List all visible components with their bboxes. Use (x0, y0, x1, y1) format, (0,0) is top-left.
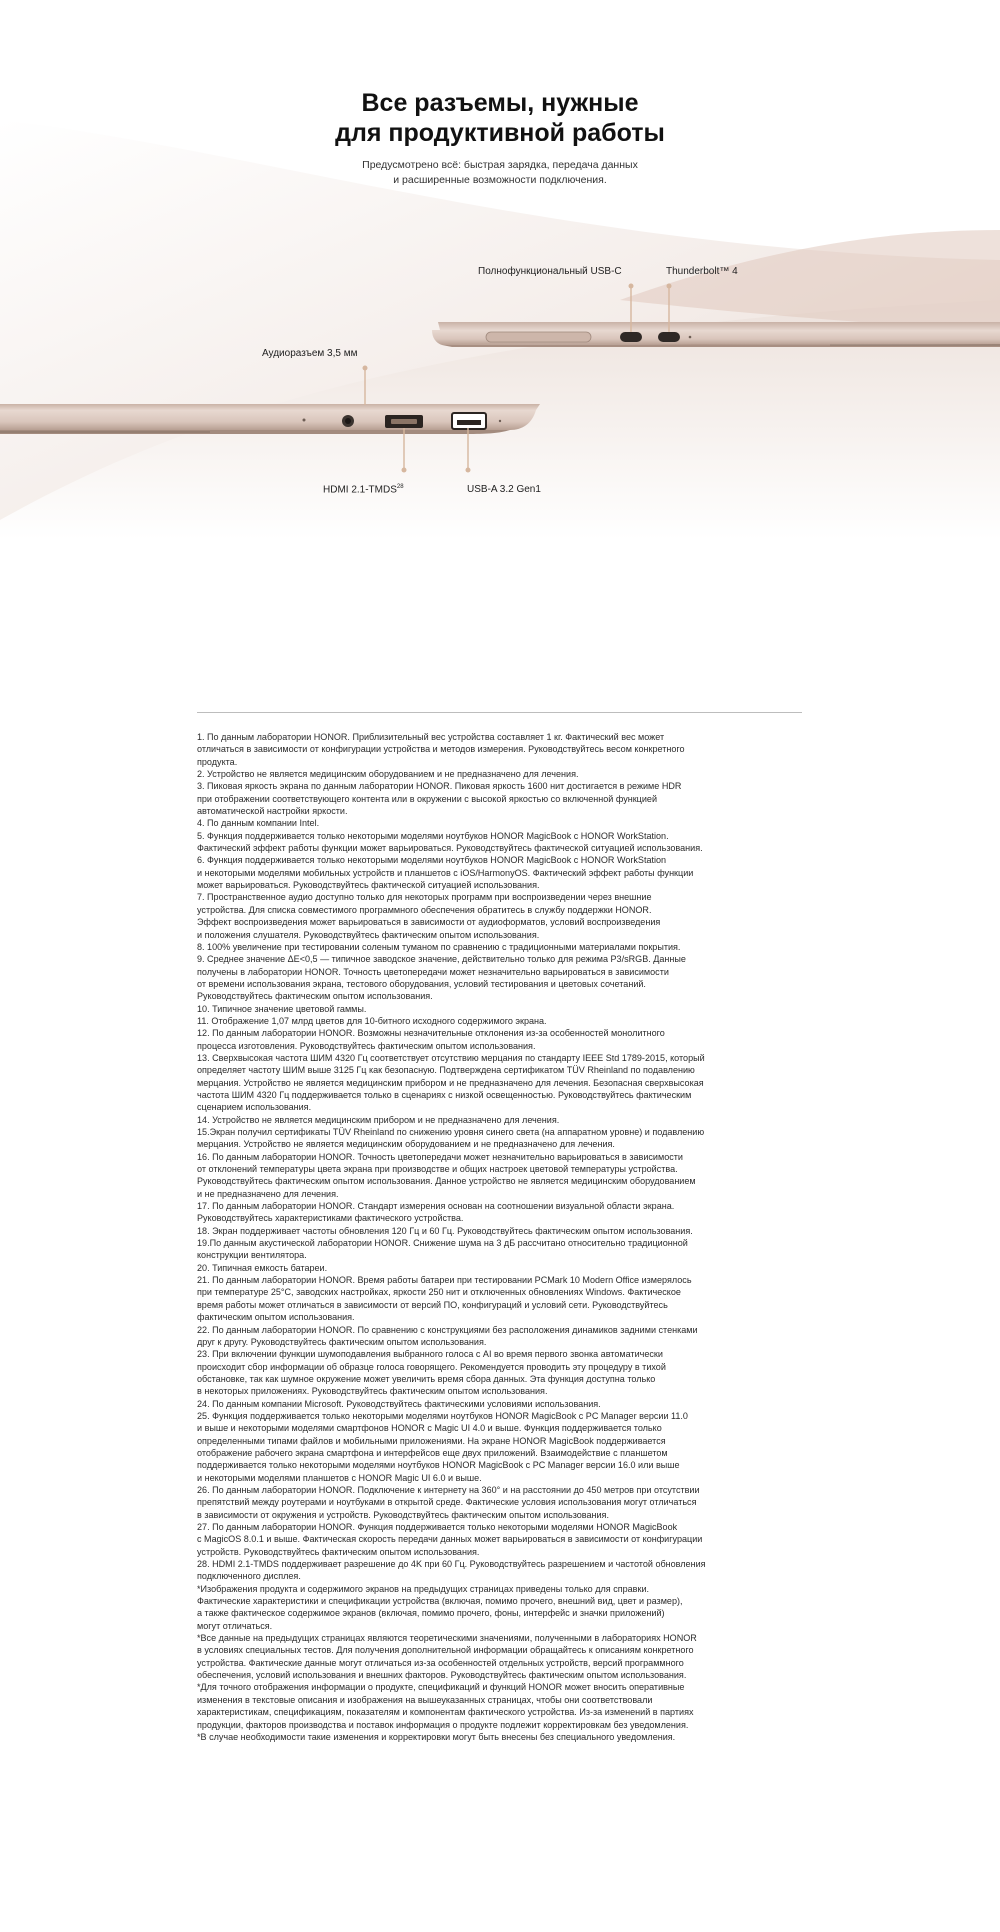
footnote: 21. По данным лаборатории HONOR. Время работы батареи при тестировании PCMark 10 Modern Office измерялось при температуре 25°C, заводских настройках, яркости 250 нит и отключенных обновлениях Windows. Фактическое время работы может отличаться в зависимости от версий ПО, конфигураций и условий сети. Руководствуйтесь фактическим опытом использования. (197, 1275, 692, 1323)
footnote: 14. Устройство не является медицинским прибором и не предназначено для лечения. (197, 1114, 560, 1125)
page-subtitle-line-2: и расширенные возможности подключения. (393, 174, 607, 186)
footnote: 20. Типичная емкость батареи. (197, 1262, 328, 1273)
footnote: 13. Сверхвысокая частота ШИМ 4320 Гц соответствует отсутствию мерцания по стандарту IEEE Std 1789-2015, который определяет частоту ШИМ выше 3125 Гц как безопасную. Подтверждена сертификатом TÜV Rheinland по подавлению мерцания. Устройство не является медицинским прибором и не предназначено для лечения. Безопасная сверхвысокая частота ШИМ 4320 Гц поддерживается только в сценариях с низкой освещенностью. Руководствуйтесь фактическим сценарием использования. (197, 1052, 705, 1113)
hdmi-label (323, 484, 404, 495)
footnote: *Для точного отображения информации о продукте, спецификаций и функций HONOR может вносить оперативные изменения в текстовые описания и изображения на вышеуказанных страницах, чтобы они соответствовали характеристикам, спецификациям, показателям и компонентам фактического устройства. Из-за изменений в партиях продукции, факторов производства и поставок информация о продукте подлежит корректировкам без уведомления. (197, 1682, 694, 1730)
footnote: 5. Функция поддерживается только некоторыми моделями ноутбуков HONOR MagicBook с HONOR WorkStation. Фактический эффект работы функции может варьироваться. Руководствуйтесь фактической ситуацией использования. (197, 830, 703, 854)
footnote: 1. По данным лаборатории HONOR. Приблизительный вес устройства составляет 1 кг. Фактический вес может отличаться в зависимости от конфигурации устройства и методов измерения. Руководствуйтесь весом конкретного продукта. (197, 732, 685, 767)
usb-c-label: Полнофункциональный USB-C (478, 266, 622, 277)
page-title-line-1: Все разъемы, нужные (361, 89, 639, 117)
footnote: 15.Экран получил сертификаты TÜV Rheinland по снижению уровня синего света (на аппаратном уровне) и подавлению мерцания. Устройство не является медицинским оборудованием и не предназначено для лечения. (197, 1127, 705, 1150)
audio-jack-label: Аудиоразъем 3,5 мм (262, 348, 358, 359)
footnote: 17. По данным лаборатории HONOR. Стандарт измерения основан на соотношении визуальной области экрана. Руководствуйтесь характеристиками фактического устройства. (197, 1201, 675, 1224)
footnote: 12. По данным лаборатории HONOR. Возможны незначительные отклонения из-за особенностей монолитного процесса изготовления. Руководствуйтесь фактическим опытом использования. (197, 1028, 665, 1051)
footnote: 19.По данным акустической лаборатории HONOR. Снижение шума на 3 дБ рассчитано относительно традиционной конструкции вентилятора. (197, 1238, 688, 1261)
footnote: 3. Пиковая яркость экрана по данным лаборатории HONOR. Пиковая яркость 1600 нит достигается в режиме HDR при отображении соответствующего контента или в окружении с высокой яркостью со включенной функцией автоматической настройки яркости. (197, 781, 682, 817)
footnote: *Изображения продукта и содержимого экранов на предыдущих страницах приведены только для справки. Фактические характеристики и спецификации устройства (включая, помимо прочего, внешний вид, цвет и размер), а также фактическое содержимое экранов (включая, помимо прочего, фоны, интерфейс и значки приложений) могут отличаться. (197, 1583, 683, 1631)
footnote: 9. Среднее значение ΔE<0,5 — типичное заводское значение, действительно только для режима P3/sRGB. Данные получены в лаборатории HONOR. Точность цветопередачи может незначительно варьироваться в зависимости от времени использования экрана, тестового оборудования, условий тестирования и цветовых сочетаний. Руководствуйтесь фактическим опытом использования. (197, 954, 686, 1002)
footnotes-divider (197, 712, 802, 713)
footnote: 6. Функция поддерживается только некоторыми моделями ноутбуков HONOR MagicBook с HONOR WorkStation и некоторыми моделями мобильных устройств и планшетов с iOS/HarmonyOS. Фактический эффект работы функции может варьироваться. Руководствуйтесь фактической ситуацией использования. (197, 855, 694, 891)
footnote: 18. Экран поддерживает частоты обновления 120 Гц и 60 Гц. Руководствуйтесь фактическим опытом использования. (197, 1225, 693, 1236)
footnote: 28. HDMI 2.1-TMDS поддерживает разрешение до 4K при 60 Гц. Руководствуйтесь разрешением и частотой обновления подключенного дисплея. (197, 1559, 706, 1582)
ports-hero (0, 0, 1000, 540)
footnote: 4. По данным компании Intel. (197, 818, 320, 829)
page-subtitle-line-1: Предусмотрено всё: быстрая зарядка, передача данных (362, 159, 638, 171)
footnote: 23. При включении функции шумоподавления выбранного голоса с AI во время первого звонка автоматически происходит сбор информации об образце голоса говорящего. Рекомендуется проводить эту процедуру в тихой обстановке, так как шумное окружение может увеличить время сбора данных. Эта функция доступна только в некоторых приложениях. Руководствуйтесь фактическим опытом использования. (197, 1349, 666, 1397)
page-title-line-2: для продуктивной работы (335, 119, 665, 147)
footnote: 2. Устройство не является медицинским оборудованием и не предназначено для лечения. (197, 769, 579, 780)
footnote: 25. Функция поддерживается только некоторыми моделями ноутбуков HONOR MagicBook с PC Manager версии 11.0 и выше и некоторыми моделями смартфонов HONOR с Magic UI 4.0 и выше. Функция поддерживается только определенными типами файлов и мобильными приложениями. На экране HONOR MagicBook поддерживается отображение рабочего экрана смартфона и интерфейсов еще двух приложений. Взаимодействие с планшетом поддерживается только некоторыми моделями ноутбуков HONOR MagicBook с PC Manager версии 16.0 или выше и некоторыми моделями планшетов с HONOR Magic UI 6.0 и выше. (197, 1410, 688, 1483)
usb-a-label: USB-A 3.2 Gen1 (467, 484, 541, 495)
footnote: 22. По данным лаборатории HONOR. По сравнению с конструкциями без расположения динамиков задними стенками друг к другу. Руководствуйтесь фактическим опытом использования. (197, 1324, 698, 1347)
hdmi-label-text: HDMI 2.1-TMDS (323, 484, 397, 496)
footnote: 8. 100% увеличение при тестировании соленым туманом по сравнению с традиционными материалами покрытия. (197, 941, 681, 952)
footnote: 16. По данным лаборатории HONOR. Точность цветопередачи может незначительно варьироваться в зависимости от отклонений температуры цвета экрана при производстве и общих настроек цветовой температуры устройства. Руководствуйтесь фактическим опытом использования. Данное устройство не является медицинским оборудованием и не предназначено для лечения. (197, 1151, 696, 1199)
laptop-right-side (432, 322, 1000, 347)
footnote: 24. По данным компании Microsoft. Руководствуйтесь фактическими условиями использования. (197, 1398, 601, 1409)
footnote: *Все данные на предыдущих страницах являются теоретическими значениями, полученными в лабораториях HONOR в условиях специальных тестов. Для получения дополнительной информации обращайтесь к описаниям конкретного устройства. Фактические данные могут отличаться из-за особенностей отдельных устройств, версий программного обеспечения, условий использования и внешних факторов. Руководствуйтесь фактическим опытом использования. (197, 1633, 697, 1681)
hdmi-footnote-ref: 28 (396, 484, 404, 490)
laptop-left-side (0, 404, 540, 434)
footnote: 7. Пространственное аудио доступно только для некоторых программ при воспроизведении через внешние устройства. Для списка совместимого программного обеспечения обратитесь в службу поддержки HONOR. Эффект воспроизведения может варьироваться в зависимости от аудиоформатов, условий воспроизведения и положения слушателя. Руководствуйтесь фактическим опытом использования. (197, 892, 661, 940)
page-title (0, 88, 1000, 148)
page-subtitle (0, 158, 1000, 188)
footnotes (197, 731, 809, 1743)
footnote: 11. Отображение 1,07 млрд цветов для 10-битного исходного содержимого экрана. (197, 1015, 547, 1026)
footnote: 10. Типичное значение цветовой гаммы. (197, 1003, 367, 1014)
footnote: 26. По данным лаборатории HONOR. Подключение к интернету на 360° и на расстоянии до 450 метров при отсутствии препятствий между роутерами и ноутбуками в открытой среде. Фактические условия использования могут отличаться в зависимости от окружения и устройств. Руководствуйтесь фактическим опытом использования. (197, 1484, 700, 1520)
footnote: *В случае необходимости такие изменения и корректировки могут быть внесены без специального уведомления. (197, 1731, 676, 1742)
thunderbolt-label: Thunderbolt™ 4 (666, 266, 738, 277)
footnote: 27. По данным лаборатории HONOR. Функция поддерживается только некоторыми моделями HONOR MagicBook с MagicOS 8.0.1 и выше. Фактическая скорость передачи данных может варьироваться в зависимости от конфигурации устройств. Руководствуйтесь фактическим опытом использования. (197, 1522, 703, 1557)
